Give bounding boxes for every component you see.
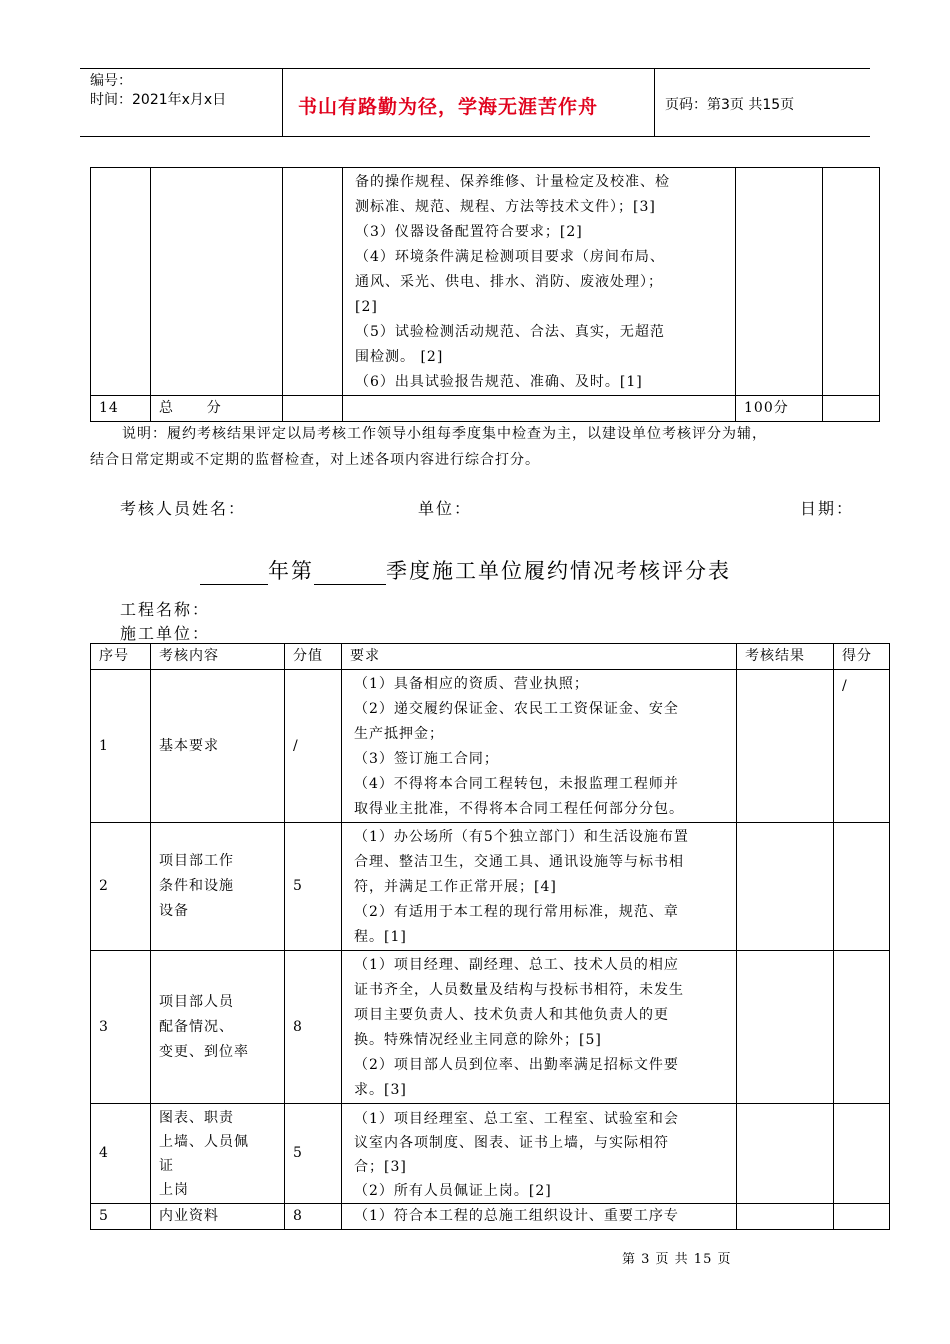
table-row (91, 1104, 890, 1204)
row-number: 3 (91, 951, 151, 1104)
requirement-cell (343, 168, 736, 396)
row-number: 2 (91, 823, 151, 951)
content-line: 变更、到位率 (159, 1043, 249, 1060)
requirement-line: 证书齐全，人员数量及结构与投标书相符，未发生 (354, 982, 684, 998)
table-cell (736, 168, 823, 396)
content-line: 项目部人员 (159, 993, 234, 1010)
table-row (91, 1204, 890, 1230)
header-cell-points: 得分 (834, 644, 890, 670)
continuation-table (90, 167, 880, 422)
table-cell (151, 168, 283, 396)
total-row-number: 14 (91, 396, 151, 422)
table-cell (283, 396, 343, 422)
requirement-line: 议室内各项制度、图表、证书上墙，与实际相符 (354, 1134, 669, 1151)
content-line: 项目部工作 (159, 853, 234, 869)
header-divider-right (654, 68, 655, 136)
row-result (737, 1204, 834, 1230)
table-cell (823, 396, 880, 422)
content-line: 配备情况、 (159, 1018, 234, 1035)
header-divider-left (282, 68, 283, 136)
row-result (737, 670, 834, 823)
row-requirement (342, 1104, 737, 1204)
requirement-line: 围检测。 [2] (355, 349, 444, 365)
signature-unit-label: 单位： (418, 499, 473, 518)
row-score: 5 (285, 1104, 342, 1204)
requirement-line: [2] (355, 299, 378, 315)
total-row (91, 396, 880, 422)
project-name-label: 工程名称： (120, 600, 211, 619)
requirement-line: 备的操作规程、保养维修、计量检定及校准、检 (355, 174, 670, 190)
row-score: 8 (285, 1204, 342, 1230)
row-number: 5 (91, 1204, 151, 1230)
content-line: 内业资料 (159, 1208, 219, 1224)
row-number: 1 (91, 670, 151, 823)
requirement-line: （2）递交履约保证金、农民工工资保证金、安全 (354, 701, 679, 717)
form-title-year: 年第 (268, 559, 314, 583)
content-line: 设备 (159, 903, 189, 919)
construction-unit-label: 施工单位： (120, 624, 211, 643)
requirement-line: （1）符合本工程的总施工组织设计、重要工序专 (354, 1208, 679, 1224)
total-row-label: 总 分 (151, 396, 283, 422)
header-top-rule (80, 68, 870, 69)
form-title (200, 555, 731, 585)
header-motto: 书山有路勤为径，学海无涯苦作舟 (298, 96, 599, 118)
table-row (91, 951, 890, 1104)
requirement-line: （1）项目经理室、总工室、工程室、试验室和会 (354, 1110, 679, 1127)
content-line: 证 (159, 1157, 174, 1174)
requirement-line: （5）试验检测活动规范、合法、真实，无超范 (355, 324, 665, 340)
row-content (151, 951, 285, 1104)
table-cell (91, 168, 151, 396)
table-header-row (91, 644, 890, 670)
note-line-2: 结合日常定期或不定期的监督检查，对上述各项内容进行综合打分。 (90, 452, 540, 468)
requirement-line: （2）有适用于本工程的现行常用标准，规范、章 (354, 904, 679, 920)
row-result (737, 951, 834, 1104)
requirement-line: （1）项目经理、副经理、总工、技术人员的相应 (354, 957, 679, 973)
signature-date-label: 日期： (800, 499, 855, 518)
content-line: 上岗 (159, 1181, 189, 1198)
table-cell (283, 168, 343, 396)
evaluation-table (90, 643, 890, 1230)
requirement-line: 生产抵押金； (354, 726, 444, 742)
header-cell-score: 分值 (285, 644, 342, 670)
requirement-line: （4）环境条件满足检测项目要求（房间布局、 (355, 249, 665, 265)
header-cell-number: 序号 (91, 644, 151, 670)
row-points (834, 1204, 890, 1230)
requirement-line: （3）仪器设备配置符合要求；[2] (355, 224, 583, 240)
note-line-1: 说明：履约考核结果评定以局考核工作领导小组每季度集中检查为主，以建设单位考核评分为辅， (122, 426, 767, 442)
requirement-line: （1）具备相应的资质、营业执照； (354, 676, 589, 692)
table-row (91, 823, 890, 951)
page-footer: 第 3 页 共 15 页 (622, 1252, 732, 1267)
requirement-line: 通风、采光、供电、排水、消防、废液处理）； (355, 274, 663, 290)
row-points: / (834, 670, 890, 823)
row-content (151, 1104, 285, 1204)
requirement-line: 测标准、规范、规程、方法等技术文件）；[3] (355, 199, 656, 215)
row-score: 5 (285, 823, 342, 951)
header-bottom-rule (80, 136, 870, 137)
header-time-label: 时间：2021年x月x日 (90, 92, 227, 108)
table-row (91, 670, 890, 823)
header-cell-result: 考核结果 (737, 644, 834, 670)
row-score: 8 (285, 951, 342, 1104)
row-requirement (342, 823, 737, 951)
signature-name-label: 考核人员姓名： (120, 499, 247, 518)
table-cell (343, 396, 736, 422)
requirement-line: 合理、整洁卫生，交通工具、通讯设施等与标书相 (354, 854, 684, 870)
requirement-line: 换。特殊情况经业主同意的除外；[5] (354, 1032, 602, 1048)
row-content (151, 1204, 285, 1230)
requirement-line: （2）项目部人员到位率、出勤率满足招标文件要 (354, 1057, 679, 1073)
content-line: 基本要求 (159, 737, 219, 754)
form-title-rest: 季度施工单位履约情况考核评分表 (386, 559, 731, 583)
requirement-line: 取得业主批准，不得将本合同工程任何部分分包。 (354, 801, 684, 817)
header-number-label: 编号： (90, 73, 132, 89)
requirement-line: 合；[3] (354, 1158, 407, 1175)
header-page-label: 页码：第3页 共15页 (665, 97, 795, 113)
row-requirement (342, 951, 737, 1104)
header-cell-requirement: 要求 (342, 644, 737, 670)
requirement-line: 求。[3] (354, 1082, 407, 1098)
header-cell-content: 考核内容 (151, 644, 285, 670)
year-blank (200, 560, 268, 585)
row-points (834, 951, 890, 1104)
requirement-line: （1）办公场所（有5个独立部门）和生活设施布置 (354, 829, 689, 845)
row-score: / (285, 670, 342, 823)
row-content (151, 670, 285, 823)
quarter-blank (314, 560, 386, 585)
row-result (737, 1104, 834, 1204)
requirement-line: 程。[1] (354, 929, 407, 945)
row-number: 4 (91, 1104, 151, 1204)
row-points (834, 823, 890, 951)
row-content (151, 823, 285, 951)
total-row-result: 100分 (736, 396, 823, 422)
requirement-line: （2）所有人员佩证上岗。[2] (354, 1182, 552, 1199)
row-points (834, 1104, 890, 1204)
table-cell (823, 168, 880, 396)
requirement-line: （3）签订施工合同； (354, 751, 499, 767)
table-row (91, 168, 880, 396)
row-result (737, 823, 834, 951)
content-line: 上墙、人员佩 (159, 1133, 249, 1150)
content-line: 图表、职责 (159, 1109, 234, 1126)
requirement-line: （4）不得将本合同工程转包，未报监理工程师并 (354, 776, 679, 792)
requirement-line: （6）出具试验报告规范、准确、及时。[1] (355, 374, 643, 390)
content-line: 条件和设施 (159, 878, 234, 894)
requirement-line: 符，并满足工作正常开展；[4] (354, 879, 557, 895)
row-requirement (342, 670, 737, 823)
row-requirement (342, 1204, 737, 1230)
requirement-line: 项目主要负责人、技术负责人和其他负责人的更 (354, 1007, 669, 1023)
